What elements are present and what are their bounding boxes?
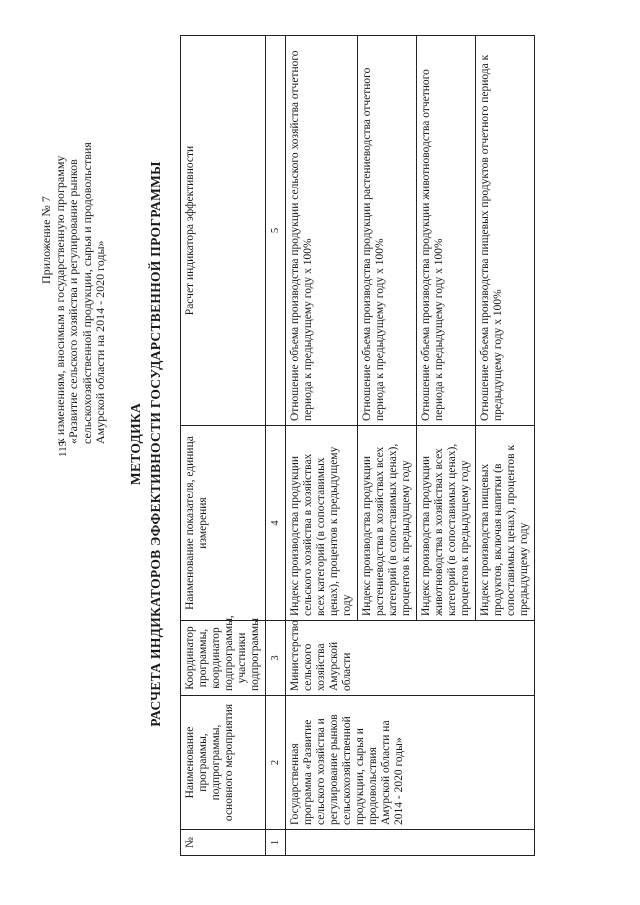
column-number: 3 (266, 621, 286, 696)
appendix-header (40, 24, 108, 444)
appendix-line: Амурской области на 2014 - 2020 годы» (93, 240, 107, 444)
indicator-calc-cell: Отношение объема производства пищевых продуктов отчетного периода к предыдущему году х 100% (476, 36, 535, 426)
column-number: 1 (266, 830, 286, 856)
header-coordinator: Координатор программы, координатор подпрограммы, участники подпрограммы (181, 621, 266, 696)
indicator-calc-cell: Отношение объема производства продукции сельского хозяйства отчетного периода к предыдущему году х 100% (286, 36, 358, 426)
header-number: № (181, 830, 266, 856)
indicator-name-cell: Индекс производства продукции сельского хозяйства в хозяйствах всех категорий (в сопоставимых ценах), процентов к предыдущему году (286, 426, 358, 621)
appendix-line: «Развитие сельского хозяйства и регулирование рынков (66, 159, 80, 444)
row-number-cell (286, 830, 535, 856)
appendix-line: к изменениям, вносимым в государственную программу (52, 155, 67, 444)
document-subtitle: РАСЧЕТА ИНДИКАТОРОВ ЭФФЕКТИВНОСТИ ГОСУДАРСТВЕННОЙ ПРОГРАММЫ (148, 161, 163, 727)
rotated-page (36, 24, 606, 864)
indicator-name-cell: Индекс производства пищевых продуктов, включая напитки (в сопоставимых ценах), процентов к предыдущему году (476, 426, 535, 621)
table-header-row (181, 36, 266, 856)
column-number-row (266, 36, 286, 856)
appendix-line: сельскохозяйственной продукции, сырья и продовольствия (79, 142, 94, 444)
indicator-name-cell: Индекс производства продукции животноводства в хозяйствах всех категорий (в сопоставимых ценах), процентов к предыдущему году (417, 426, 476, 621)
column-number: 5 (266, 36, 286, 426)
indicator-calc-cell: Отношение объема производства продукции растениеводства отчетного периода к предыдущему году х 100% (358, 36, 417, 426)
program-cell: Государственная программа «Развитие сельского хозяйства и регулирование рынков сельскохозяйственной продукции, сырья и продовольствия Амурской области на 2014 - 2020 годы» (286, 696, 535, 830)
indicator-name-cell: Индекс производства продукции растениеводства в хозяйствах всех категорий (в сопоставимых ценах), процентов к предыдущему году (358, 426, 417, 621)
document-title: МЕТОДИКА (128, 402, 143, 486)
header-indicator: Наименование показателя, единица измерения (181, 426, 266, 621)
appendix-number: Приложение № 7 (39, 196, 53, 284)
column-number: 2 (266, 696, 286, 830)
coordinator-cell: Министерство сельского хозяйства Амурской области (286, 621, 535, 696)
header-calculation: Расчет индикатора эффективности (181, 36, 266, 426)
indicator-calc-cell: Отношение объема производства продукции животноводства отчетного периода к предыдущему году х 100% (417, 36, 476, 426)
column-number: 4 (266, 426, 286, 621)
table-row (286, 36, 358, 856)
page-number: 115 (57, 440, 69, 457)
indicators-table (180, 35, 535, 856)
header-program: Наименование программы, подпрограммы, основного мероприятия (181, 696, 266, 830)
